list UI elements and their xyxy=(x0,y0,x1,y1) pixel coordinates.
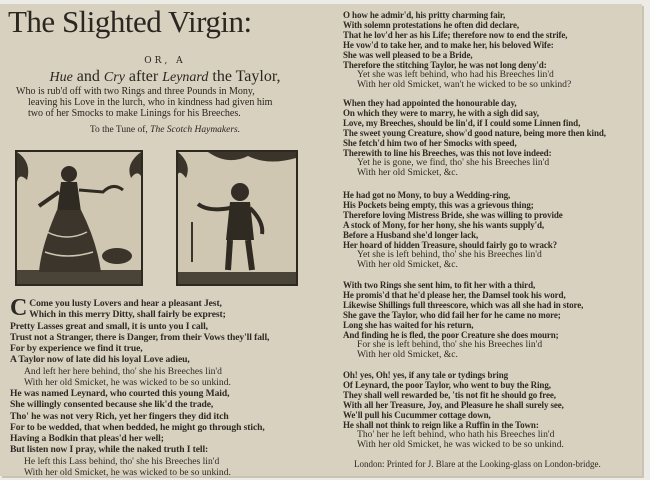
subtitle xyxy=(0,68,330,86)
verse-line: They shall well rewarded be, 'tis not fit he should go free, xyxy=(343,390,556,400)
tune-line xyxy=(0,125,330,135)
chorus-line: Yet she was left behind, who had his Breeches lin'd xyxy=(357,69,554,80)
verse-line: That he lov'd her as his Life; therefore now to end the strife, xyxy=(343,30,568,40)
verse-line: Pretty Lasses great and small, it is unto you I call, xyxy=(10,320,208,332)
verse-line: For to be wedded, that when bedded, he might go through stich, xyxy=(10,421,265,433)
chorus-line: And left her here behind, tho' she his Breeches lin'd xyxy=(24,365,222,377)
verse-line: Which in this merry Ditty, shall fairly be exprest; xyxy=(29,309,226,321)
verse-line: For by experience we find it true, xyxy=(10,343,143,355)
verse-line: Love, my Breeches, should be lin'd, if I could some Linnen find, xyxy=(343,118,581,128)
subtitle-name: Leynard xyxy=(162,70,209,85)
verse-line: Therefore the stitching Taylor, he was not long deny'd: xyxy=(343,60,547,70)
tune-label: To the Tune of, xyxy=(89,125,151,135)
description-line: leaving his Love in the lurch, who in kindness had given him xyxy=(28,97,273,108)
stanza-4 xyxy=(343,98,635,178)
chorus-line: Yet she is left behind, tho' she his Breeches lin'd xyxy=(357,249,542,260)
verse-line: She was well pleased to be a Bride, xyxy=(343,50,473,60)
verse-line: He was named Leynard, who courted this young Maid, xyxy=(10,388,230,399)
stanza-7 xyxy=(343,370,635,450)
subtitle-after: after xyxy=(124,68,163,85)
verse-line: With solemn protestations he often did declare, xyxy=(343,20,520,30)
verse-line: The sweet young Creature, show'd good nature, being more then kind, xyxy=(343,128,606,138)
chorus-line: Tho' her he left behind, who hath his Breeches lin'd xyxy=(357,429,555,440)
tune-name: The Scotch Haymakers. xyxy=(150,125,241,135)
verse-line: But listen now I pray, while the naked truth I tell: xyxy=(10,444,209,456)
verse-line: Trust not a Stranger, there is Danger, from their Vows they'll fall, xyxy=(10,331,270,343)
verse-line: We'll pull his Cucummer cottage down, xyxy=(343,410,491,420)
verse-line: Having a Bodkin that pleas'd her well; xyxy=(10,433,164,445)
chorus-line: With her old Smicket, he was wicked to be so unkind. xyxy=(24,467,231,479)
chorus-line: For she is left behind, tho' she his Breeches lin'd xyxy=(357,339,543,350)
ballad-title: The Slighted Virgin: xyxy=(8,4,252,39)
verse-line: A stock of Mony, for her hony, she his wants supply'd, xyxy=(343,220,545,230)
verse-line: And finding he is fled, the poor Creature she does mourn; xyxy=(343,330,559,340)
verse-line: On which they were to marry, he with a sigh did say, xyxy=(343,108,539,118)
verse-line: Oh! yes, Oh! yes, if any tale or tydings bring xyxy=(343,370,508,380)
stanza-1 xyxy=(10,295,328,389)
verse-line: Long she has waited for his return, xyxy=(343,320,474,330)
stanza-2 xyxy=(10,388,328,478)
chorus-line: With her old Smicket, he was wicked to be so unkind. xyxy=(357,439,564,450)
verse-line: His Pockets being empty, this was a grievous thing; xyxy=(343,200,534,210)
stanza-6 xyxy=(343,280,635,360)
verse-line: Her hoard of hidden Treasure, should fairly go to wrack? xyxy=(343,240,558,250)
description xyxy=(16,86,326,119)
chorus-line: He left this Lass behind, tho' she his Breeches lin'd xyxy=(24,455,220,467)
verse-line: With all her Treasure, Joy, and Pleasure he shall surely see, xyxy=(343,400,564,410)
imprint: London: Printed for J. Blare at the Looking-glass on London-bridge. xyxy=(354,459,601,469)
verse-line: She fetch'd him two of her Smocks with speed, xyxy=(343,138,517,148)
verse-line: Therefore loving Mistress Bride, she was willing to provide xyxy=(343,210,563,220)
verse-line: A Taylor now of late did his loyal Love adieu, xyxy=(10,354,190,366)
verse-line: Before a Husband she'd longer lack, xyxy=(343,230,479,240)
title-or: OR, A xyxy=(144,56,186,66)
verse-line: O how he admir'd, his pritty charming fair, xyxy=(343,10,506,20)
chorus-line: With her old Smicket, &c. xyxy=(357,167,458,178)
description-line: Who is rub'd off with two Rings and three Pounds in Mony, xyxy=(16,86,255,97)
verse-line: Come you lusty Lovers and hear a pleasant Jest, xyxy=(29,298,222,309)
chorus-line: With her old Smicket, he was wicked to be so unkind. xyxy=(24,377,231,389)
verse-line: When they had appointed the honourable day, xyxy=(343,98,517,108)
verse-line: He vow'd to take her, and to make her, his beloved Wife: xyxy=(343,40,554,50)
verse-line: She gave the Taylor, who did fail her for he came no more; xyxy=(343,310,561,320)
verse-line: She willingly consented because she lik'd the trade, xyxy=(10,399,214,411)
stanza-3 xyxy=(343,10,635,90)
subtitle-and: and xyxy=(72,68,104,85)
subtitle-cry: Cry xyxy=(103,70,125,85)
verse-line: Therewith to line his Breeches, was this not love indeed: xyxy=(343,148,552,158)
drop-cap: C xyxy=(10,295,28,321)
verse-line: He shall not think to reign like a Ruffin in the Town: xyxy=(343,420,539,430)
subtitle-rest: the Taylor, xyxy=(208,68,281,85)
woodcut-taylor xyxy=(176,150,298,286)
description-line: two of her Smocks to make Linings for his Breeches. xyxy=(28,108,241,119)
verse-line: Likewise Shillings full threescore, which was all she had in store, xyxy=(343,300,584,310)
verse-line: Tho' he was not very Rich, yet her fingers they did itch xyxy=(10,410,229,422)
woodcut-woman xyxy=(15,150,143,286)
chorus-line: With her old Smicket, &c. xyxy=(357,349,458,360)
verse-line: He promis'd that he'd please her, the Damsel took his word, xyxy=(343,290,566,300)
verse-line: He had got no Mony, to buy a Wedding-ring, xyxy=(343,190,511,200)
chorus-line: With her old Smicket, &c. xyxy=(357,259,458,270)
stanza-5 xyxy=(343,190,635,270)
subtitle-hue: Hue xyxy=(49,70,73,85)
chorus-line: With her old Smicket, wan't he wicked to be so unkind? xyxy=(357,79,572,90)
verse-line: With two Rings she sent him, to fit her with a third, xyxy=(343,280,536,290)
chorus-line: Yet he is gone, we find, tho' she his Breeches lin'd xyxy=(357,157,550,168)
verse-line: Of Leynard, the poor Taylor, who went to buy the Ring, xyxy=(343,380,551,390)
